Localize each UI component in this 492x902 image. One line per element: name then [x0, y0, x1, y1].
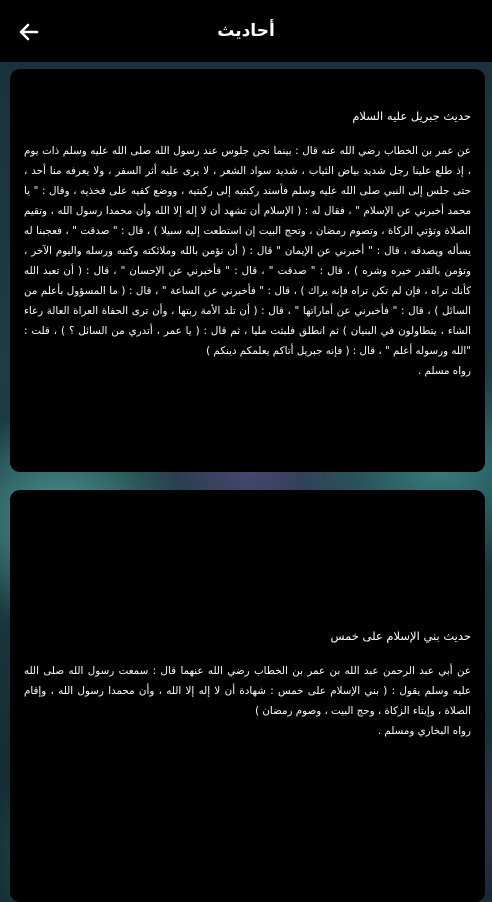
arrow-left-icon — [19, 23, 39, 41]
hadith-title: حديث جبريل عليه السلام — [352, 109, 471, 123]
hadith-body: عن عمر بن الخطاب رضي الله عنه قال : بينما نحن جلوس عند رسول الله صلى الله عليه وسلم ذات يوم ، إذ طلع علينا رجل شديد بياض الثياب ، شديد سواد الشعر ، لا يرى عليه أثر السفر ، ولا يعرفه منا أحد ، حتى جلس إلى النبي صلى الله عليه وسلم فأسند ركبتيه إلى ركبتيه ، ووضع كفيه على فخذيه ، وقال : " يا محمد أخبرني عن الإسلام " ، فقال له : ( الإسلام أن تشهد أن لا إله إلا الله وأن محمدا رسول الله ، وتقيم الصلاة وتؤتي الزكاة ، وتصوم رمضان ، وتحج البيت إن استطعت إليه سبيلا ) ، قال : " صدقت " ، فعجبنا له يسأله ويصدقه ، قال : " أخبرني عن الإيمان " قال : ( أن تؤمن بالله وملائكته وكتبه ورسله واليوم الآخر ، وتؤمن بالقدر خيره وشره ) ، قال : " صدقت " ، قال : " فأخبرني عن الإحسان " ، قال : ( أن تعبد الله كأنك تراه ، فإن لم تكن تراه فإنه يراك ) ، قال : " فأخبرني عن الساعة " ، قال : ( ما المسؤول بأعلم من السائل ) ، قال : " فأخبرني عن أماراتها " ، قال : ( أن تلد الأمة ربتها ، وأن ترى الحفاة العراة العالة رعاء الشاء ، يتطاولون في البنيان ) ثم انطلق فلبثت مليا ، ثم قال : ( يا عمر ، أتدري من السائل ؟ ) ، قلت : "الله ورسوله أعلم " ، قال : ( فإنه جبريل أتاكم يعلمكم دينكم ) — [24, 145, 471, 357]
hadith-text — [24, 661, 471, 741]
hadith-text — [24, 141, 471, 381]
hadith-source: رواه البخاري ومسلم . — [377, 725, 471, 737]
hadith-title: حديث بني الإسلام على خمس — [330, 629, 471, 643]
hadith-source: رواه مسلم . — [418, 365, 471, 377]
hadith-card[interactable] — [10, 490, 485, 902]
app-bar — [0, 0, 492, 62]
hadith-body: عن أبي عبد الرحمن عبد الله بن عمر بن الخطاب رضي الله عنهما قال : سمعت رسول الله صلى الله عليه وسلم يقول : ( بني الإسلام على خمس : شهادة أن لا إله إلا الله ، وأن محمدا رسول الله ، وإقام الصلاة ، وإيتاء الزكاة ، وحج البيت ، وصوم رمضان ) — [24, 665, 471, 717]
back-button[interactable] — [14, 18, 44, 46]
hadith-card[interactable] — [10, 69, 485, 472]
page-title: أحاديث — [217, 21, 275, 41]
